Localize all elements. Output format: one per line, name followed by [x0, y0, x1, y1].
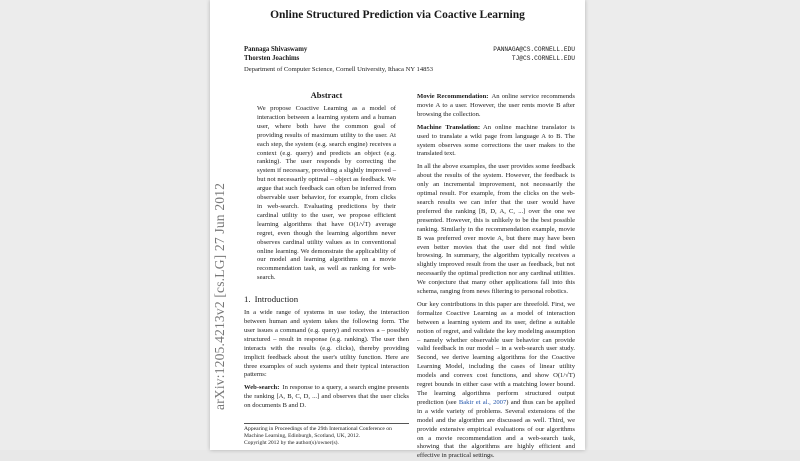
contributions-text-end: ) and thus can be applied in a wide variety of problems. Several extensions of the model and the algorithm are discussed as well. Third, we provide extensive empirical evaluations of our algorithms on a movie recommendation and a web-search task, showing that the algorithms are highly efficient and effective in practical settings.	[417, 398, 575, 460]
example-term: Machine Translation:	[417, 123, 481, 131]
footnote-copyright: Copyright 2012 by the author(s)/owner(s).	[244, 439, 339, 446]
left-margin	[0, 0, 210, 450]
footnote	[244, 423, 409, 446]
intro-paragraph: In a wide range of systems in use today, the interaction between human and system takes the following form. The user issues a command (e.g. query) and receives a – possibly structured – result in response (e.g. ranking). The user then interacts with the results (e.g. clicks), thereby providing implicit feedback about the user's utility function. Here are three examples of such systems and their typical interaction patterns:	[244, 309, 409, 379]
right-margin	[585, 0, 800, 450]
author-email: PANNAGA@CS.CORNELL.EDU	[493, 46, 575, 53]
example-term: Movie Recommendation:	[417, 93, 489, 100]
example-text: An online machine translator is used to translate a wiki page from language A to B. The system observes some corrections the user makes to the translated text.	[417, 123, 575, 158]
example-translation	[417, 124, 575, 160]
author-name: Pannaga Shivaswamy	[244, 46, 308, 53]
section-title: Introduction	[254, 294, 299, 305]
abstract-heading: Abstract	[310, 90, 343, 100]
example-movie	[417, 93, 575, 120]
paper-page	[210, 0, 585, 460]
arxiv-stamp: arXiv:1205.4213v2 [cs.LG] 27 Jun 2012	[212, 182, 227, 410]
example-text: An online service recommends movie A to a user. However, the user rents movie B after browsing the collection.	[417, 93, 575, 118]
author-list	[244, 45, 307, 63]
citation-link[interactable]: Bakir et al., 2007	[458, 398, 507, 406]
abstract-text: We propose Coactive Learning as a model of interaction between a learning system and a human user, where both have the common goal of providing results of maximum utility to the user. At each step, the system (e.g. search engine) receives a context (e.g. query) and predicts an object (e.g. ranking). The user responds by correcting the system if necessary, providing a slightly improved – but not necessarily optimal – object as feedback. We argue that such feedback can often be inferred from observable user behavior, for example, from clicks in web-search. Evaluating predictions by their cardinal utility to the user, we propose efficient learning algorithms that have O(1/√T) average regret, even though the learning algorithm never observes cardinal utility values as in conventional online learning. We demonstrate the applicability of our model and learning algorithms on a movie recommendation task, as well as ranking for web-search.	[257, 105, 396, 282]
author-email: TJ@CS.CORNELL.EDU	[511, 55, 575, 62]
example-web-search	[244, 384, 409, 411]
section-heading	[244, 294, 409, 304]
paper-title: Online Structured Prediction via Coactive Learning	[270, 9, 525, 21]
affiliation: Department of Computer Science, Cornell University, Ithaca NY 14853	[244, 66, 434, 73]
example-text: In response to a query, a search engine presents the ranking [A, B, C, D, ...] and observes that the user clicks on documents B and D.	[244, 384, 409, 410]
left-column	[244, 90, 409, 411]
body-paragraph: In all the above examples, the user provides some feedback about the results of the system. However, the feedback is only an incremental improvement, not necessarily the optimal result. For example, from the clicks on the web-search results we can infer that the user would have preferred the ranking [B, D, A, C, ...] over the one we presented. However, this is unlikely to be the best possible ranking. Similarly in the recommendation example, movie B was preferred over movie A, but there may have been even better movies that the user did not find while browsing. In summary, the algorithm typically receives a slightly improved result from the user as feedback, but not necessarily the optimal prediction nor any cardinal utilities. We conjecture that many other applications fall into this schema, ranging from news filtering to personal robotics.	[417, 163, 575, 296]
contributions-text: Our key contributions in this paper are threefold. First, we formalize Coactive Learning as a model of interaction between a learning system and its user, define a suitable notion of regret, and validate the key modeling assumption – namely whether observable user behavior can provide valid feedback in our model – in a web-search user study. Second, we derive learning algorithms for the Coactive Learning Model, including the cases of linear utility models and convex cost functions, and show O(1/√T) regret bounds in either case with a matching lower bound. The learning algorithms perform structured output prediction (see	[417, 300, 575, 406]
section-number: 1.	[244, 294, 251, 305]
contributions-paragraph	[417, 301, 575, 461]
author-name: Thorsten Joachims	[244, 55, 300, 62]
example-term: Web-search:	[244, 384, 280, 392]
footnote-venue: Appearing in Proceedings of the 29th International Conference on Machine Learning, Edinburgh, Scotland, UK, 2012.	[244, 426, 392, 439]
email-list	[430, 45, 575, 63]
right-column	[417, 93, 575, 461]
